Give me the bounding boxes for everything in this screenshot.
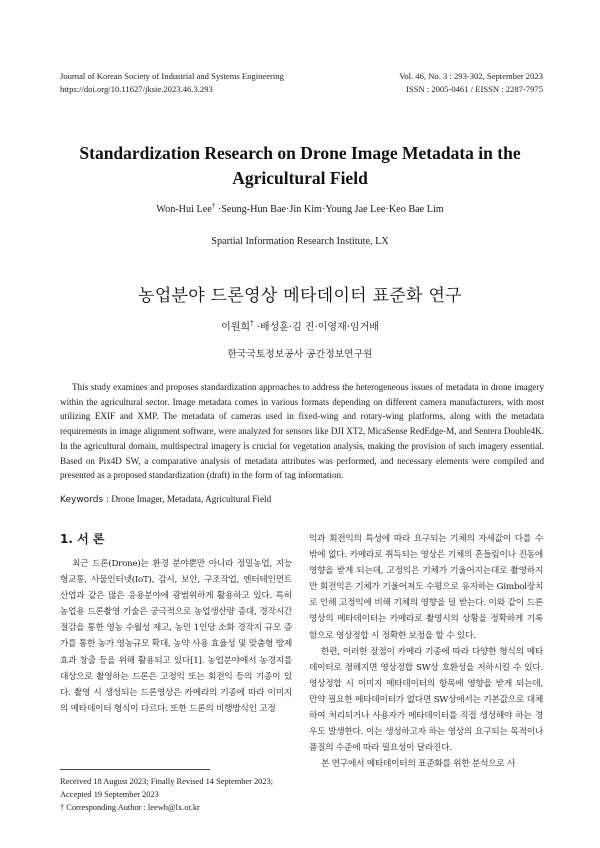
intro-paragraph-3: 본 연구에서 메타데이터의 표준화를 위한 분석으로 사	[321, 759, 516, 770]
corresponding-author-email: Corresponding Author : leewh@lx.or.kr	[66, 803, 200, 812]
first-author-en: Won-Hui Lee	[156, 204, 212, 215]
running-header-left	[60, 70, 284, 96]
intro-paragraph-2: 한편, 이러한 장점이 카메라 기종에 따라 다양한 형식의 메타데이터로 정해지면 영상정합 SW상 호환성을 저하시킬 수 있다. 영상정합 시 이미지 메타데이터의 항목에 영향을 받게 되는데, 만약 필요한 메타데이터가 없다면 SW상에서는 기본값으로 대체하여 처리되거나 사용자가 메타데이터를 직접 생성해야 하는 경우도 발생한다. 이는 생성하고자 하는 영상의 요구되는 목적이나 품질의 수준에 따라 필요성이 달라진다.	[309, 646, 543, 754]
issn-info: ISSN : 2005-0461 / EISSN : 2287-7975	[405, 84, 543, 94]
running-header-right	[399, 70, 543, 96]
intro-paragraph-1-cont: 익과 회전익의 특성에 따라 요구되는 기체의 자세값이 다를 수 밖에 없다. 카메라로 취득되는 영상은 기체의 흔들림이나 진동에 영향을 받게 되는데, 고정익은 기체가 기울어지는대로 촬영하지만 회전익은 기체가 기울어져도 수평으로 유지하는 Gimbol장치로 인해 고정익에 비해 기체의 영향을 덜 받는다. 이와 같이 드론영상의 메타데이터는 카메라로 촬영시의 상황을 정확하게 기록함으로 영상정합 시 정확한 보정을 할 수 있다.	[309, 534, 543, 641]
paper-title-en	[40, 141, 560, 191]
keywords	[60, 494, 271, 505]
keywords-value: Drone Imager, Metadata, Agricultural Field	[111, 494, 272, 504]
first-author-ko: 이원희	[221, 322, 251, 333]
doi-link[interactable]: https://doi.org/10.11627/jksie.2023.46.3.293	[60, 84, 213, 94]
body-column-right	[309, 531, 543, 772]
affiliation-ko: 한국국토정보공사 공간정보연구원	[227, 349, 373, 360]
affiliation-en: Spartial Information Research Institute, LX	[211, 236, 389, 247]
corresponding-mark-ko: †	[250, 319, 254, 328]
intro-paragraph-1: 최근 드론(Drone)는 환경 분야뿐만 아니라 정밀농업, 지능형교통, 사물인터넷(IoT), 감시, 보안, 구조작업, 엔터테인먼트 산업과 같은 많은 응용분야에 광범위하게 활용하고 있다. 특히 농업용 드론촬영 기술은 궁극적으로 농업생산량 증대, 경작시간 절감을 통한 영농 수월성 제고, 농민 1인당 소화 경작지 규모 증가를 통한 농가 영농규모 확대, 농약 사용 효율성 및 맞춤형 방제 효과 창출 등을 위해 활용되고 있다[1]. 농업분야에서 농경지를 대상으로 촬영하는 드론은 고정익 또는 회전익 등의 기종이 있다. 촬영 시 생성되는 드론영상은 카메라의 기종에 따라 이미지의 메타데이터 형식이 다르다. 또한 드론의 비행방식인 고정	[60, 559, 292, 714]
authors-en	[40, 201, 560, 215]
received-date: Received 18 August 2023; Finally Revised 14 September 2023;	[60, 777, 274, 786]
accepted-date: Accepted 19 September 2023	[60, 790, 159, 799]
title-en-line1: Standardization Research on Drone Image Metadata in the	[79, 143, 521, 163]
dagger-mark: †	[60, 803, 65, 812]
corresponding-mark-en: †	[211, 201, 216, 210]
corresponding-author	[60, 801, 300, 814]
paper-title-ko: 농업분야 드론영상 메타데이터 표준화 연구	[138, 286, 462, 306]
footnote-divider	[60, 769, 210, 770]
footnote	[60, 775, 300, 814]
title-en-line2: Agricultural Field	[232, 168, 368, 188]
abstract: This study examines and proposes standardization approaches to address the heterogeneous issues of metadata in drone imagery within the agricultural sector. Image metadata comes in various formats depending on different camera manufacturers, with most utilizing EXIF and XMP. The metadata of cameras used in fixed-wing and rotary-wing platforms, along with the metadata requirements in image alignment software, were analyzed for sensors like DJI XT2, MicaSense RedEdge-M, and Sentera Double4K. In the agricultural domain, multispectral imagery is crucial for vegetation analysis, making the provision of such imagery essential. Based on Pix4D SW, a comparative analysis of metadata attributes was performed, and necessary elements were compiled and presented as a proposed standardization (draft) in the form of tag information.	[60, 382, 544, 481]
body-column-left	[60, 556, 292, 717]
other-authors-en: ·Seung-Hun Bae·Jin Kim·Young Jae Lee·Keo Bae Lim	[217, 204, 444, 215]
other-authors-ko: ·배성훈·김 진·이영재·임거배	[256, 322, 379, 333]
authors-ko	[40, 318, 560, 333]
keywords-label: Keywords :	[60, 495, 110, 505]
section-title-introduction: 1. 서 론	[60, 532, 105, 546]
volume-info: Vol. 46, No. 3 : 293-302, September 2023	[399, 71, 543, 81]
journal-name: Journal of Korean Society of Industrial and Systems Engineering	[60, 71, 284, 81]
